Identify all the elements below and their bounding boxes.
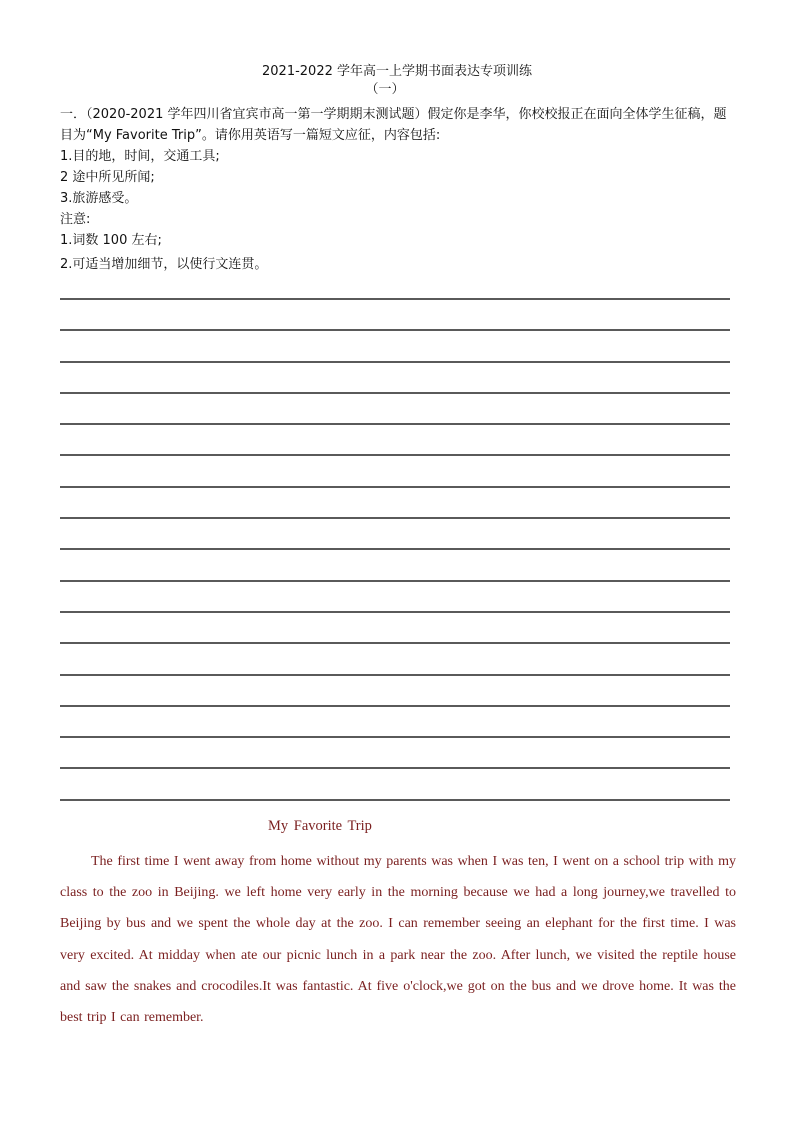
note-item: 2.可适当增加细节，以使行文连贯。 xyxy=(60,257,268,272)
prompt-item: 2 途中所见所闻; xyxy=(60,170,155,185)
essay-title: My Favorite Trip xyxy=(268,818,372,834)
sample-essay xyxy=(60,815,736,1033)
answer-line xyxy=(60,361,730,363)
answer-line xyxy=(60,580,730,582)
answer-line xyxy=(60,705,730,707)
answer-line xyxy=(60,486,730,488)
answer-line xyxy=(60,767,730,769)
answer-line xyxy=(60,454,730,456)
prompt-item: 1.目的地，时间，交通工具; xyxy=(60,149,220,164)
page-title: 2021-2022 学年高一上学期书面表达专项训练 xyxy=(262,64,532,79)
essay-body: The first time I went away from home without my parents was when I was ten, I went on a school trip with my class to the zoo in Beijing. we left home very early in the morning because we had a long journey,we travelled to Beijing by bus and we spent the whole day at the zoo. I can remember seeing an elephant for the first time. I was very excited. At midday when ate our picnic lunch in a park near the zoo. After lunch, we visited the reptile house and saw the snakes and crocodiles.It was fantastic. At five o'clock,we got on the bus and we drove home. It was the best trip I can remember. xyxy=(60,854,736,1026)
answer-line xyxy=(60,423,730,425)
answer-lines-area[interactable] xyxy=(60,298,730,830)
note-item: 1.词数 100 左右; xyxy=(60,233,162,248)
writing-prompt xyxy=(60,104,736,275)
answer-line xyxy=(60,674,730,676)
answer-line xyxy=(60,799,730,801)
note-label: 注意: xyxy=(60,212,91,227)
page-subtitle: （一） xyxy=(365,82,405,97)
answer-line xyxy=(60,611,730,613)
answer-line xyxy=(60,736,730,738)
answer-line xyxy=(60,548,730,550)
prompt-item: 3.旅游感受。 xyxy=(60,191,138,206)
answer-line xyxy=(60,517,730,519)
answer-line xyxy=(60,329,730,331)
answer-line xyxy=(60,642,730,644)
answer-line xyxy=(60,298,730,300)
prompt-intro: 一．（2020-2021 学年四川省宜宾市高一第一学期期末测试题）假定你是李华，你校校报正在面向全体学生征稿，题目为“My Favorite Trip”。请你用英语写一篇短文应征，内容包括: xyxy=(60,107,727,143)
answer-line xyxy=(60,392,730,394)
